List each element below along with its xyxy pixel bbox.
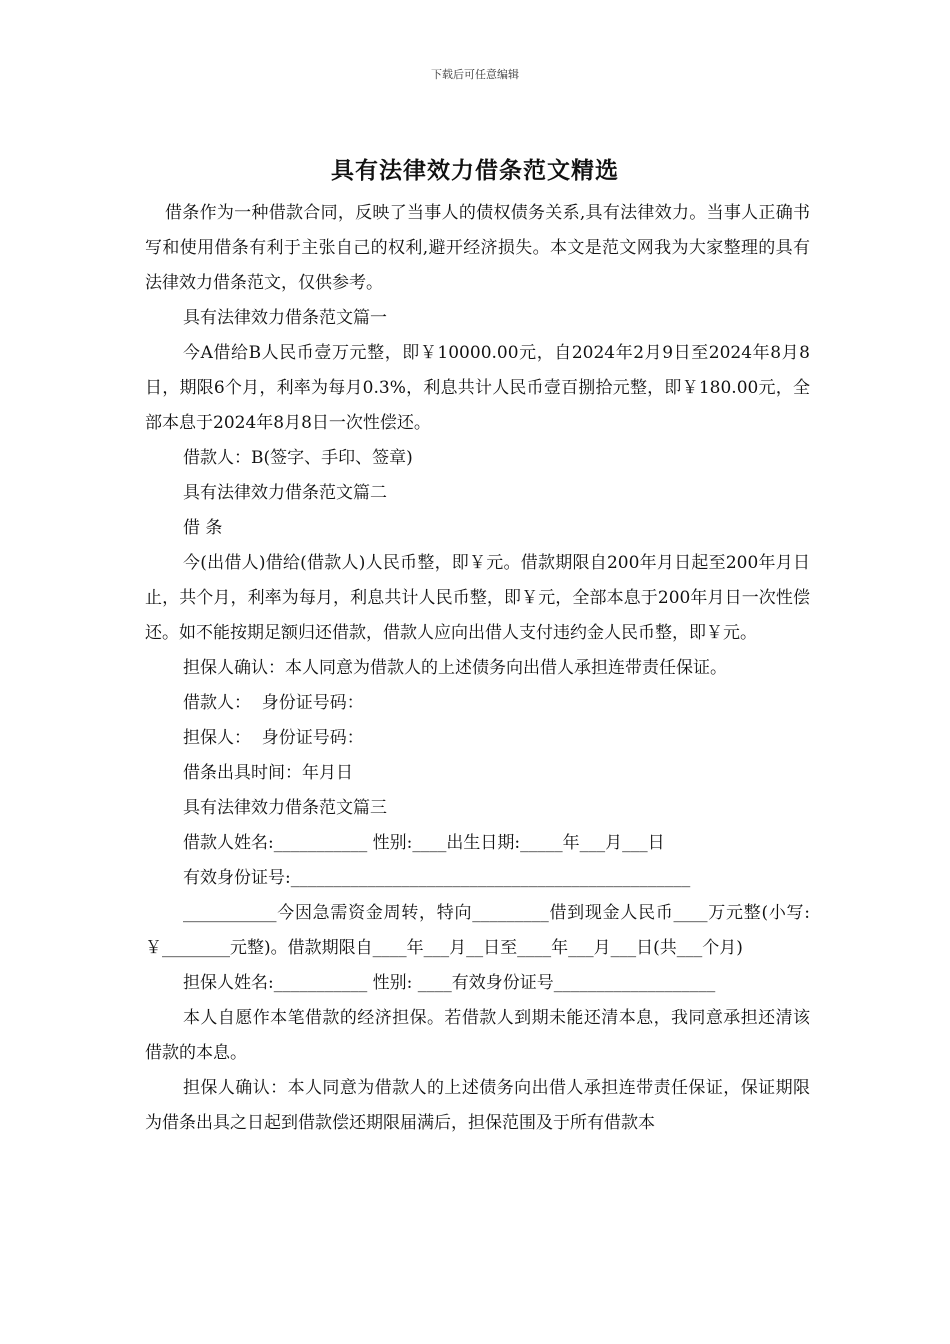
header-note: 下载后可任意编辑 [431,68,519,81]
section-heading-3: 具有法律效力借条范文篇三 [183,798,387,818]
document-body [145,196,810,1141]
iou-sample-2-paragraph: 今(出借人)借给(借款人)人民币整，即￥元。借款期限自200年月日起至200年月日止，共个月，利率为每月，利息共计人民币整，即￥元，全部本息于200年月日一次性偿还。如不能按期足额归还借款，借款人应向出借人支付违约金人民币整，即￥元。 [145,553,810,643]
page-title: 具有法律效力借条范文精选 [331,158,619,184]
guarantee-statement-paragraph: 本人自愿作本笔借款的经济担保。若借款人到期未能还清本息，我同意承担还清该借款的本息。 [145,1008,810,1063]
borrower-id-number-line: 有效身份证号:_______________________________________________ [183,868,691,888]
section-heading-2: 具有法律效力借条范文篇二 [183,483,387,503]
guarantor-id-line: 担保人： 身份证号码： [183,728,364,748]
guarantor-confirmation-1: 担保人确认：本人同意为借款人的上述债务向出借人承担连带责任保证。 [183,658,727,678]
intro-paragraph: 借条作为一种借款合同，反映了当事人的债权债务关系,具有法律效力。当事人正确书写和使用借条有利于主张自己的权利,避开经济损失。本文是范文网我为大家整理的具有法律效力借条范文，仅供参考。 [145,203,810,293]
borrower-signature-line: 借款人：B(签字、手印、签章) [183,448,413,468]
loan-details-paragraph: ___________今因急需资金周转，特向_________借到现金人民币____万元整(小写: ￥________元整)。借款期限自____年___月__日至____年___月___日(共___个月) [145,903,810,958]
iou-label: 借 条 [183,518,223,538]
section-heading-1: 具有法律效力借条范文篇一 [183,308,387,328]
borrower-id-line: 借款人： 身份证号码： [183,693,364,713]
guarantor-info-line: 担保人姓名:___________ 性别: ____有效身份证号___________________ [183,973,716,993]
guarantor-confirmation-2: 担保人确认：本人同意为借款人的上述债务向出借人承担连带责任保证，保证期限为借条出具之日起到借款偿还期限届满后，担保范围及于所有借款本 [145,1078,810,1133]
borrower-info-line: 借款人姓名:___________ 性别:____出生日期:_____年___月___日 [183,833,665,853]
issue-date-line: 借条出具时间：年月日 [183,763,353,783]
iou-sample-1-paragraph: 今A借给B人民币壹万元整，即￥10000.00元，自2024年2月9日至2024年8月8日，期限6个月，利率为每月0.3%，利息共计人民币壹百捌拾元整，即￥180.00元，全部本息于2024年8月8日一次性偿还。 [145,343,810,433]
